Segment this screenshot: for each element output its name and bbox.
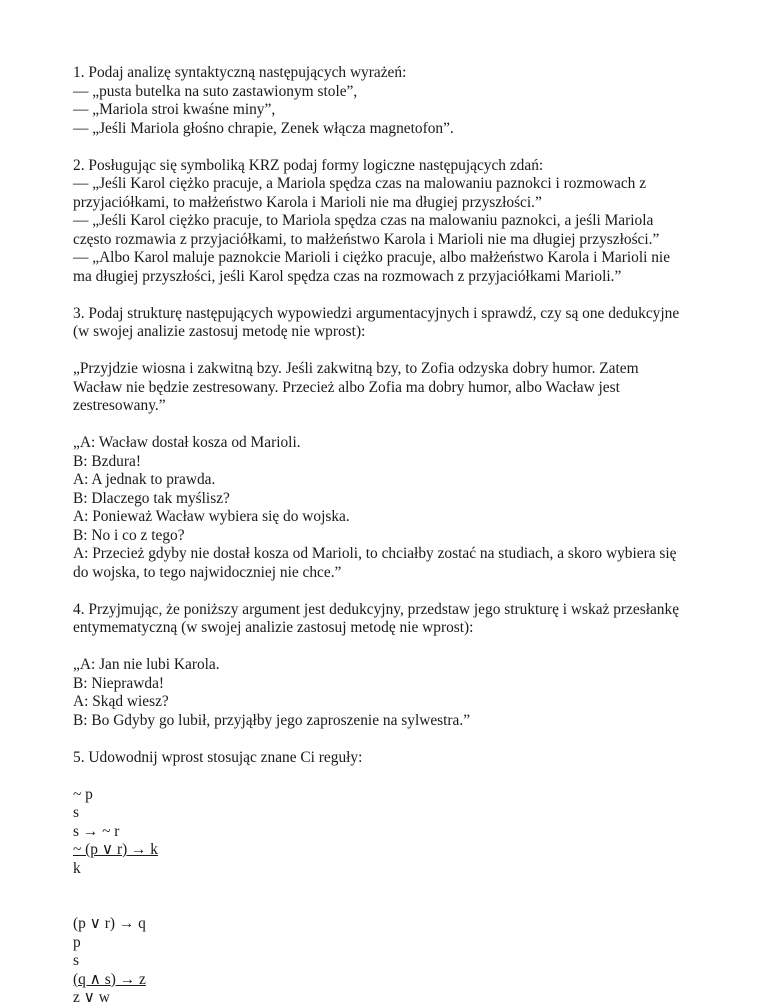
- argument-3: [73, 656, 713, 730]
- question-1-item: — „Jeśli Mariola głośno chrapie, Zenek włącza magnetofon”.: [73, 119, 454, 137]
- question-1: [73, 64, 713, 138]
- question-2-item: — „Jeśli Karol ciężko pracuje, to Mariola spędza czas na malowaniu paznokci, a jeśli Mariola: [73, 212, 654, 229]
- question-2-item: przyjaciółkami, to małżeństwo Karola i Marioli nie ma długiej przyszłości.”: [73, 193, 542, 211]
- question-3-prompt: 3. Podaj strukturę następujących wypowiedzi argumentacyjnych i sprawdź, czy są one dedukcyjne: [73, 304, 680, 322]
- premise: s: [73, 804, 79, 821]
- question-3-prompt: (w swojej analizie zastosuj metodę nie wprost):: [73, 323, 366, 340]
- argument-1: [73, 360, 713, 416]
- premise: (p ∨ r) → q: [73, 915, 146, 932]
- dialogue-line: „A: Jan nie lubi Karola.: [73, 656, 220, 673]
- question-4: [73, 601, 713, 638]
- premise: [73, 841, 713, 860]
- question-2-number: 2.: [73, 156, 85, 174]
- question-3: [73, 305, 713, 342]
- question-4-prompt: entymematyczną (w swojej analizie zastosuj metodę nie wprost):: [73, 619, 474, 636]
- dialogue-line: B: Bzdura!: [73, 452, 141, 470]
- question-4-prompt: 4. Przyjmując, że poniższy argument jest dedukcyjny, przedstaw jego strukturę i wskaż przesłankę: [73, 600, 680, 618]
- conclusion: z ∨ w: [73, 989, 110, 1006]
- question-1-item: — „pusta butelka na suto zastawionym stole”,: [73, 82, 358, 100]
- dialogue-line: B: Bo Gdyby go lubił, przyjąłby jego zaproszenie na sylwestra.”: [73, 711, 471, 729]
- dialogue-line: A: Skąd wiesz?: [73, 693, 169, 710]
- question-5: [73, 749, 713, 768]
- question-2-item: — „Albo Karol maluje paznokcie Marioli i ciężko pracuje, albo małżeństwo Karola i Marioli nie: [73, 249, 671, 266]
- dialogue-line: B: Dlaczego tak myślisz?: [73, 489, 230, 507]
- question-1-prompt: 1. Podaj analizę syntaktyczną następujących wyrażeń:: [73, 64, 407, 81]
- dialogue-line: „A: Wacław dostał kosza od Marioli.: [73, 434, 301, 451]
- argument-2: [73, 434, 713, 582]
- proof-1: [73, 786, 713, 879]
- question-2-prompt: 2. Posługując się symboliką KRZ podaj formy logiczne następujących zdań:: [73, 156, 544, 174]
- question-1-item: — „Mariola stroi kwaśne miny”,: [73, 101, 276, 118]
- dialogue-line: B: Nieprawda!: [73, 674, 165, 692]
- question-2-item: — „Jeśli Karol ciężko pracuje, a Mariola spędza czas na malowaniu paznokci i rozmowach z: [73, 175, 647, 192]
- question-5-prompt: 5. Udowodnij wprost stosując znane Ci reguły:: [73, 748, 363, 766]
- dialogue-line: A: A jednak to prawda.: [73, 471, 216, 488]
- premise: p: [73, 933, 81, 951]
- argument-1-line: zestresowany.”: [73, 397, 166, 414]
- dialogue-line: A: Ponieważ Wacław wybiera się do wojska.: [73, 508, 350, 525]
- premise: ~ p: [73, 785, 93, 803]
- dialogue-line: B: No i co z tego?: [73, 526, 185, 544]
- dialogue-line: do wojska, to tego najwidoczniej nie chce.”: [73, 563, 342, 581]
- last-premise-underlined: (q ∧ s) → z: [73, 970, 146, 988]
- premise: s: [73, 952, 79, 969]
- question-1-number: 1.: [73, 64, 85, 81]
- question-2: [73, 157, 713, 287]
- question-2-item: często rozmawia z przyjaciółkami, to małżeństwo Karola i Marioli nie ma długiej przyszłości.”: [73, 230, 660, 248]
- document-page: [73, 64, 713, 1008]
- argument-1-line: Wacław nie będzie zestresowany. Przecież albo Zofia ma dobry humor, albo Wacław jest: [73, 378, 620, 396]
- last-premise-underlined: ~ (p ∨ r) → k: [73, 841, 158, 858]
- premise: [73, 971, 713, 990]
- conclusion: k: [73, 859, 81, 877]
- premise: s → ~ r: [73, 822, 120, 840]
- question-2-item: ma długiej przyszłości, jeśli Karol spędza czas na rozmowach z przyjaciółkami Marioli.”: [73, 267, 622, 285]
- argument-1-line: „Przyjdzie wiosna i zakwitną bzy. Jeśli zakwitną bzy, to Zofia odzyska dobry humor. Zatem: [73, 360, 639, 377]
- dialogue-line: A: Przecież gdyby nie dostał kosza od Marioli, to chciałby zostać na studiach, a skoro wybiera się: [73, 545, 677, 562]
